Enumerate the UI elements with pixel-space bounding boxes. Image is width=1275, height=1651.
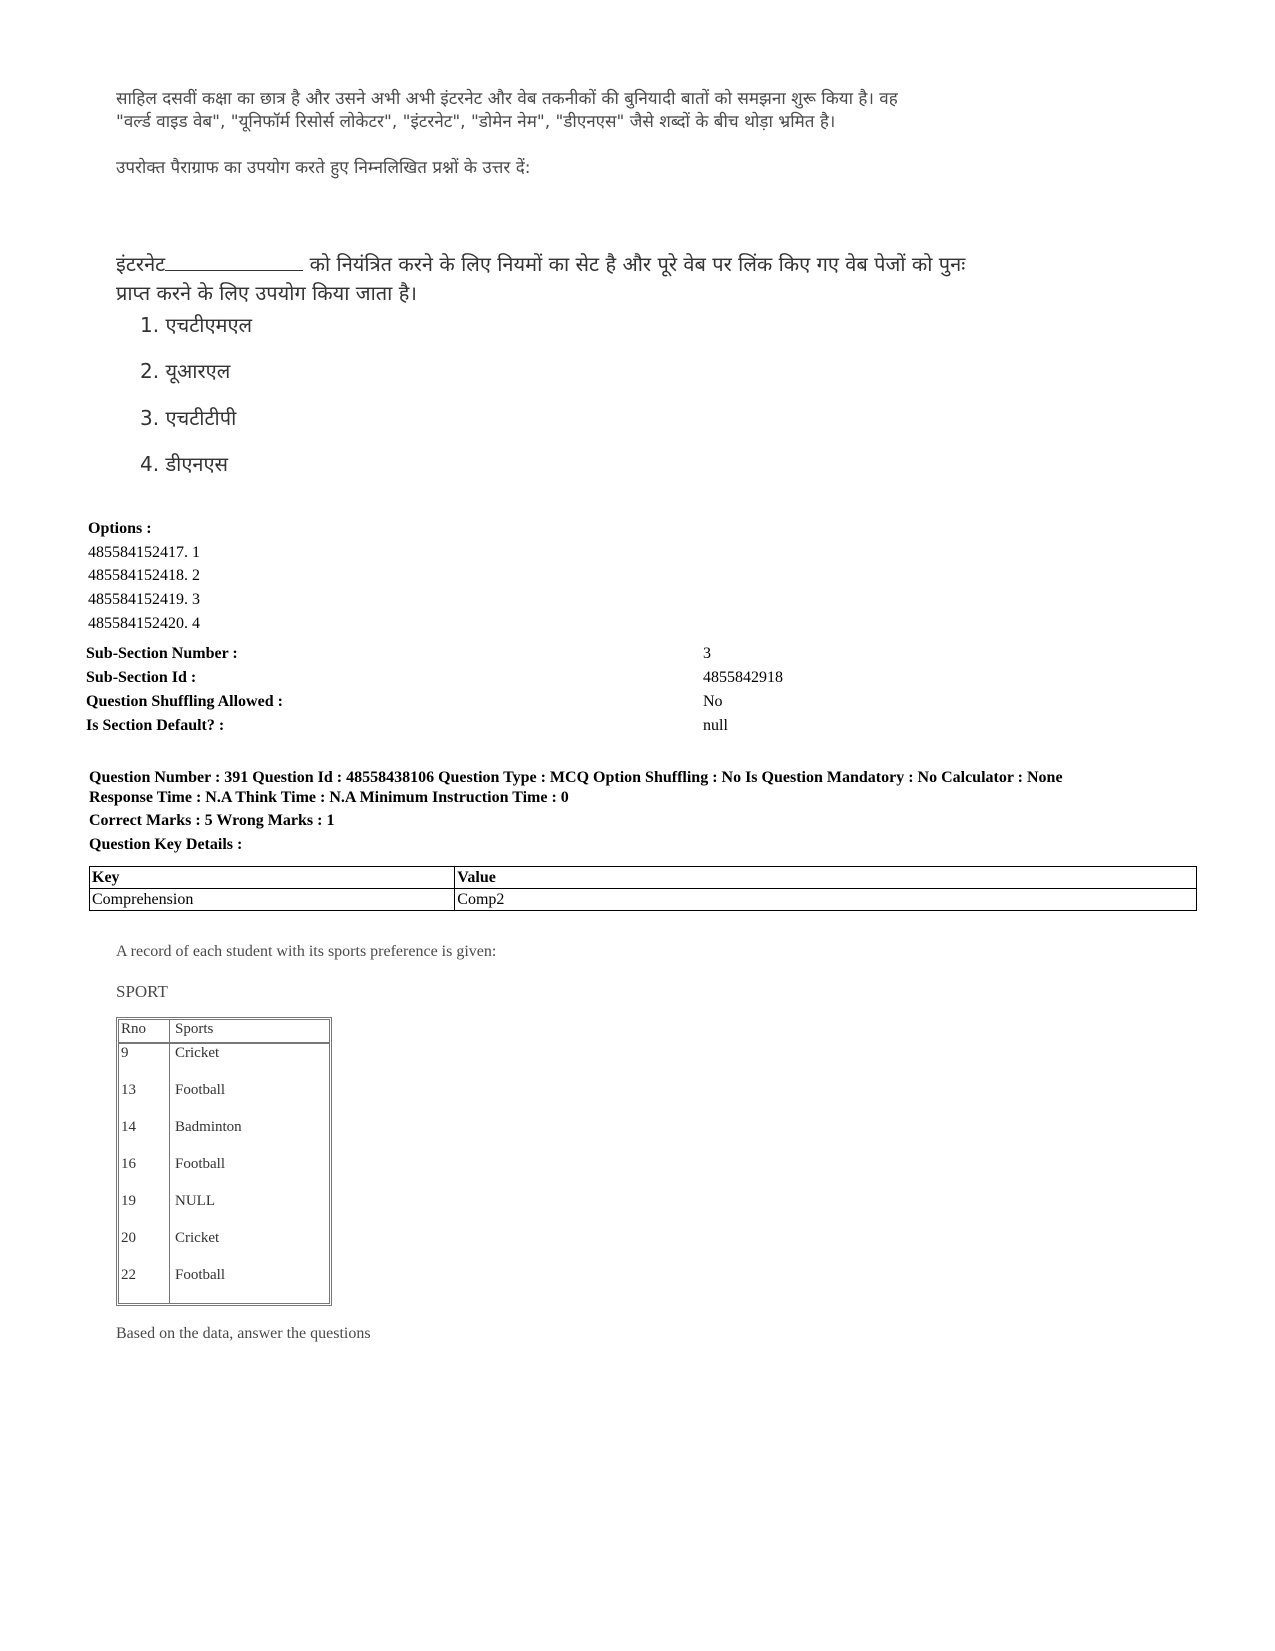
sports-cell: Football <box>175 1267 226 1283</box>
question-text <box>116 250 1016 308</box>
sports-cell: Cricket <box>175 1045 220 1061</box>
subsection-id-label: Sub-Section Id : <box>86 669 197 686</box>
table-row <box>119 1155 329 1192</box>
rno-cell: 20 <box>121 1230 136 1246</box>
sport-table-header <box>119 1020 329 1044</box>
question-part-2: को नियंत्रित करने के लिए नियमों का सेट है और पूरे वेब पर लिंक किए गए वेब पेजों को पुनः <box>309 252 966 276</box>
sport-footer: Based on the data, answer the questions <box>116 1325 371 1342</box>
question-shuffling-label: Question Shuffling Allowed : <box>86 693 283 710</box>
table-row <box>119 1044 329 1081</box>
comprehension-instruction: उपरोक्त पैराग्राफ का उपयोग करते हुए निम्नलिखित प्रश्नों के उत्तर दें: <box>116 158 531 178</box>
choice-2: 2. यूआरएल <box>140 359 231 383</box>
value-cell: Comp2 <box>455 889 1197 911</box>
sport-table <box>116 1017 332 1306</box>
key-details-table <box>89 866 1197 911</box>
sports-cell: Cricket <box>175 1230 220 1246</box>
table-row <box>119 1081 329 1118</box>
options-label: Options : <box>88 520 152 537</box>
section-default-label: Is Section Default? : <box>86 717 225 734</box>
table-row <box>119 1118 329 1155</box>
rno-cell: 13 <box>121 1082 136 1098</box>
key-details-label: Question Key Details : <box>89 836 243 853</box>
rno-cell: 19 <box>121 1193 136 1209</box>
question-info <box>89 768 1199 808</box>
subsection-id-value: 4855842918 <box>703 669 783 686</box>
question-shuffling-value: No <box>703 693 723 710</box>
key-header: Key <box>90 867 455 889</box>
question-info-line-2: Response Time : N.A Think Time : N.A Minimum Instruction Time : 0 <box>89 789 569 806</box>
sports-header: Sports <box>175 1021 214 1037</box>
sport-title: SPORT <box>116 982 168 1001</box>
comprehension-paragraph <box>116 88 996 134</box>
sports-cell: Football <box>175 1082 226 1098</box>
fill-blank <box>165 252 303 271</box>
sports-cell: Football <box>175 1156 226 1172</box>
marks-line: Correct Marks : 5 Wrong Marks : 1 <box>89 812 335 829</box>
option-item-3: 485584152419. 3 <box>88 591 200 608</box>
option-item-1: 485584152417. 1 <box>88 544 200 561</box>
key-cell: Comprehension <box>90 889 455 911</box>
rno-cell: 16 <box>121 1156 136 1172</box>
sports-cell: NULL <box>175 1193 215 1209</box>
question-part-1: इंटरनेट <box>116 252 166 276</box>
sports-cell: Badminton <box>175 1119 242 1135</box>
table-row <box>90 889 1197 911</box>
rno-cell: 22 <box>121 1267 136 1283</box>
choice-3: 3. एचटीटीपी <box>140 406 237 430</box>
table-row <box>90 867 1197 889</box>
rno-header: Rno <box>121 1021 147 1037</box>
question-part-3: प्राप्त करने के लिए उपयोग किया जाता है। <box>116 281 417 305</box>
section-default-value: null <box>703 717 728 734</box>
rno-cell: 14 <box>121 1119 136 1135</box>
comprehension-line-1: साहिल दसवीं कक्षा का छात्र है और उसने अभी अभी इंटरनेट और वेब तकनीकों की बुनियादी बातों को समझना शुरू किया है। वह <box>116 89 898 109</box>
choice-1: 1. एचटीएमएल <box>140 313 253 337</box>
subsection-number-value: 3 <box>703 645 711 662</box>
subsection-number-label: Sub-Section Number : <box>86 645 238 662</box>
table-row <box>119 1192 329 1229</box>
question-info-line-1: Question Number : 391 Question Id : 48558438106 Question Type : MCQ Option Shuffling : No Is Question Mandatory : No Calculator : None <box>89 769 1063 786</box>
value-header: Value <box>455 867 1197 889</box>
table-row <box>119 1266 329 1303</box>
option-item-2: 485584152418. 2 <box>88 567 200 584</box>
rno-cell: 9 <box>121 1045 129 1061</box>
table-row <box>119 1229 329 1266</box>
choice-4: 4. डीएनएस <box>140 452 229 476</box>
sport-intro: A record of each student with its sports preference is given: <box>116 943 497 960</box>
option-item-4: 485584152420. 4 <box>88 615 200 632</box>
comprehension-line-2: "वर्ल्ड वाइड वेब", "यूनिफॉर्म रिसोर्स लोकेटर", "इंटरनेट", "डोमेन नेम", "डीएनएस" जैसे शब्दों के बीच थोड़ा भ्रमित है। <box>116 112 836 132</box>
